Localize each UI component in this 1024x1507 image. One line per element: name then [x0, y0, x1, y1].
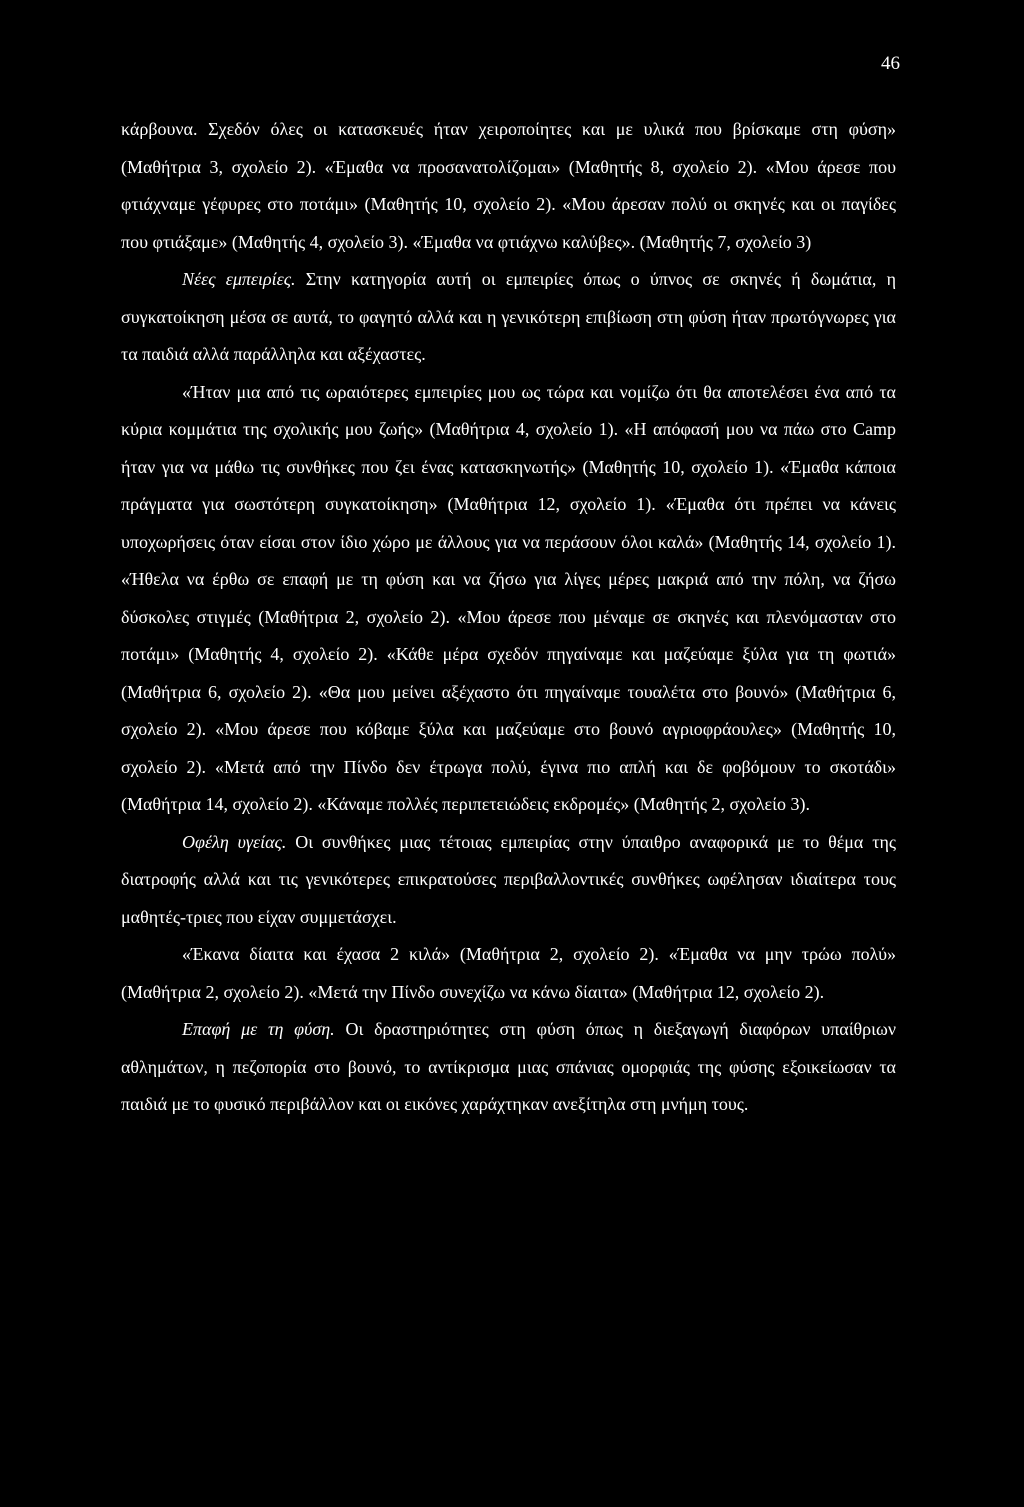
- paragraph-text: «Ήταν μια από τις ωραιότερες εμπειρίες μου ως τώρα και νομίζω ότι θα αποτελέσει ένα από τα κύρια κομμάτια της σχολικής μου ζωής» (Μαθήτρια 4, σχολείο 1). «Η απόφασή μου να πάω στο Camp ήταν για να μάθω τις συνθήκες που ζει ένας κατασκηνωτής» (Μαθητής 10, σχολείο 1). «Έμαθα κάποια πράγματα για σωστότερη συγκατοίκηση» (Μαθήτρια 12, σχολείο 1). «Έμαθα ότι πρέπει να κάνεις υποχωρήσεις όταν είσαι στον ίδιο χώρο με άλλους για να περάσουν όλοι καλά» (Μαθητής 14, σχολείο 1). «Ήθελα να έρθω σε επαφή με τη φύση και να ζήσω για λίγες μέρες μακριά από την πόλη, να ζήσω δύσκολες στιγμές (Μαθήτρια 2, σχολείο 2). «Μου άρεσε που μέναμε σε σκηνές και πλενόμασταν στο ποτάμι» (Μαθητής 4, σχολείο 2). «Κάθε μέρα σχεδόν πηγαίναμε και μαζεύαμε ξύλα για τη φωτιά» (Μαθήτρια 6, σχολείο 2). «Θα μου μείνει αξέχαστο ότι πηγαίναμε τουαλέτα στο βουνό» (Μαθήτρια 6, σχολείο 2). «Μου άρεσε που κόβαμε ξύλα και μαζεύαμε στο βουνό αγριοφράουλες» (Μαθητής 10, σχολείο 2). «Μετά από την Πίνδο δεν έτρωγα πολύ, έγινα πιο απλή και δε φοβόμουν το σκοτάδι» (Μαθήτρια 14, σχολείο 2). «Κάναμε πολλές περιπετειώδεις εκδρομές» (Μαθητής 2, σχολείο 3).: [121, 381, 896, 814]
- paragraph-text: «Έκανα δίαιτα και έχασα 2 κιλά» (Μαθήτρια 2, σχολείο 2). «Έμαθα να μην τρώω πολύ» (Μαθήτρια 2, σχολείο 2). «Μετά την Πίνδο συνεχίζω να κάνω δίαιτα» (Μαθήτρια 12, σχολείο 2).: [121, 944, 896, 1002]
- paragraph-contact-nature: [121, 1011, 896, 1124]
- paragraph-text: κάρβουνα. Σχεδόν όλες οι κατασκευές ήταν χειροποίητες και με υλικά που βρίσκαμε στη φύση» (Μαθήτρια 3, σχολείο 2). «Έμαθα να προσανατολίζομαι» (Μαθητής 8, σχολείο 2). «Μου άρεσε που φτιάχναμε γέφυρες στο ποτάμι» (Μαθητής 10, σχολείο 2). «Μου άρεσαν πολύ οι σκηνές και οι παγίδες που φτιάξαμε» (Μαθητής 4, σχολείο 3). «Έμαθα να φτιάχνω καλύβες». (Μαθητής 7, σχολείο 3): [121, 119, 896, 252]
- section-heading-contact-nature: Επαφή με τη φύση.: [182, 1019, 335, 1039]
- paragraph-health-benefits: [121, 824, 896, 937]
- paragraph-text: Οι δραστηριότητες στη φύση όπως η διεξαγωγή διαφόρων υπαίθριων αθλημάτων, η πεζοπορία στο βουνό, το αντίκρισμα μιας σπάνιας ομορφιάς της φύσης εξοικείωσαν τα παιδιά με το φυσικό περιβάλλον και οι εικόνες χαράχτηκαν ανεξίτηλα στη μνήμη τους.: [121, 1019, 896, 1114]
- paragraph-new-experiences: [121, 261, 896, 374]
- paragraph-continuation: [121, 111, 896, 261]
- paragraph-text: Στην κατηγορία αυτή οι εμπειρίες όπως ο ύπνος σε σκηνές ή δωμάτια, η συγκατοίκηση μέσα σε αυτά, το φαγητό αλλά και η γενικότερη επιβίωση στη φύση ήταν πρωτόγνωρες για τα παιδιά αλλά παράλληλα και αξέχαστες.: [121, 269, 896, 364]
- section-heading-new-experiences: Νέες εμπειρίες.: [182, 269, 296, 289]
- page-number: 46: [881, 53, 900, 74]
- paragraph-quotes-health: [121, 936, 896, 1011]
- paragraph-text: Οι συνθήκες μιας τέτοιας εμπειρίας στην ύπαιθρο αναφορικά με το θέμα της διατροφής αλλά και τις γενικότερες επικρατούσες περιβαλλοντικές συνθήκες ωφέλησαν ιδιαίτερα τους μαθητές-τριες που είχαν συμμετάσχει.: [121, 831, 896, 927]
- paragraph-quotes-experiences: [121, 374, 896, 824]
- section-heading-health-benefits: Οφέλη υγείας.: [182, 831, 287, 852]
- body-text: [121, 111, 896, 1124]
